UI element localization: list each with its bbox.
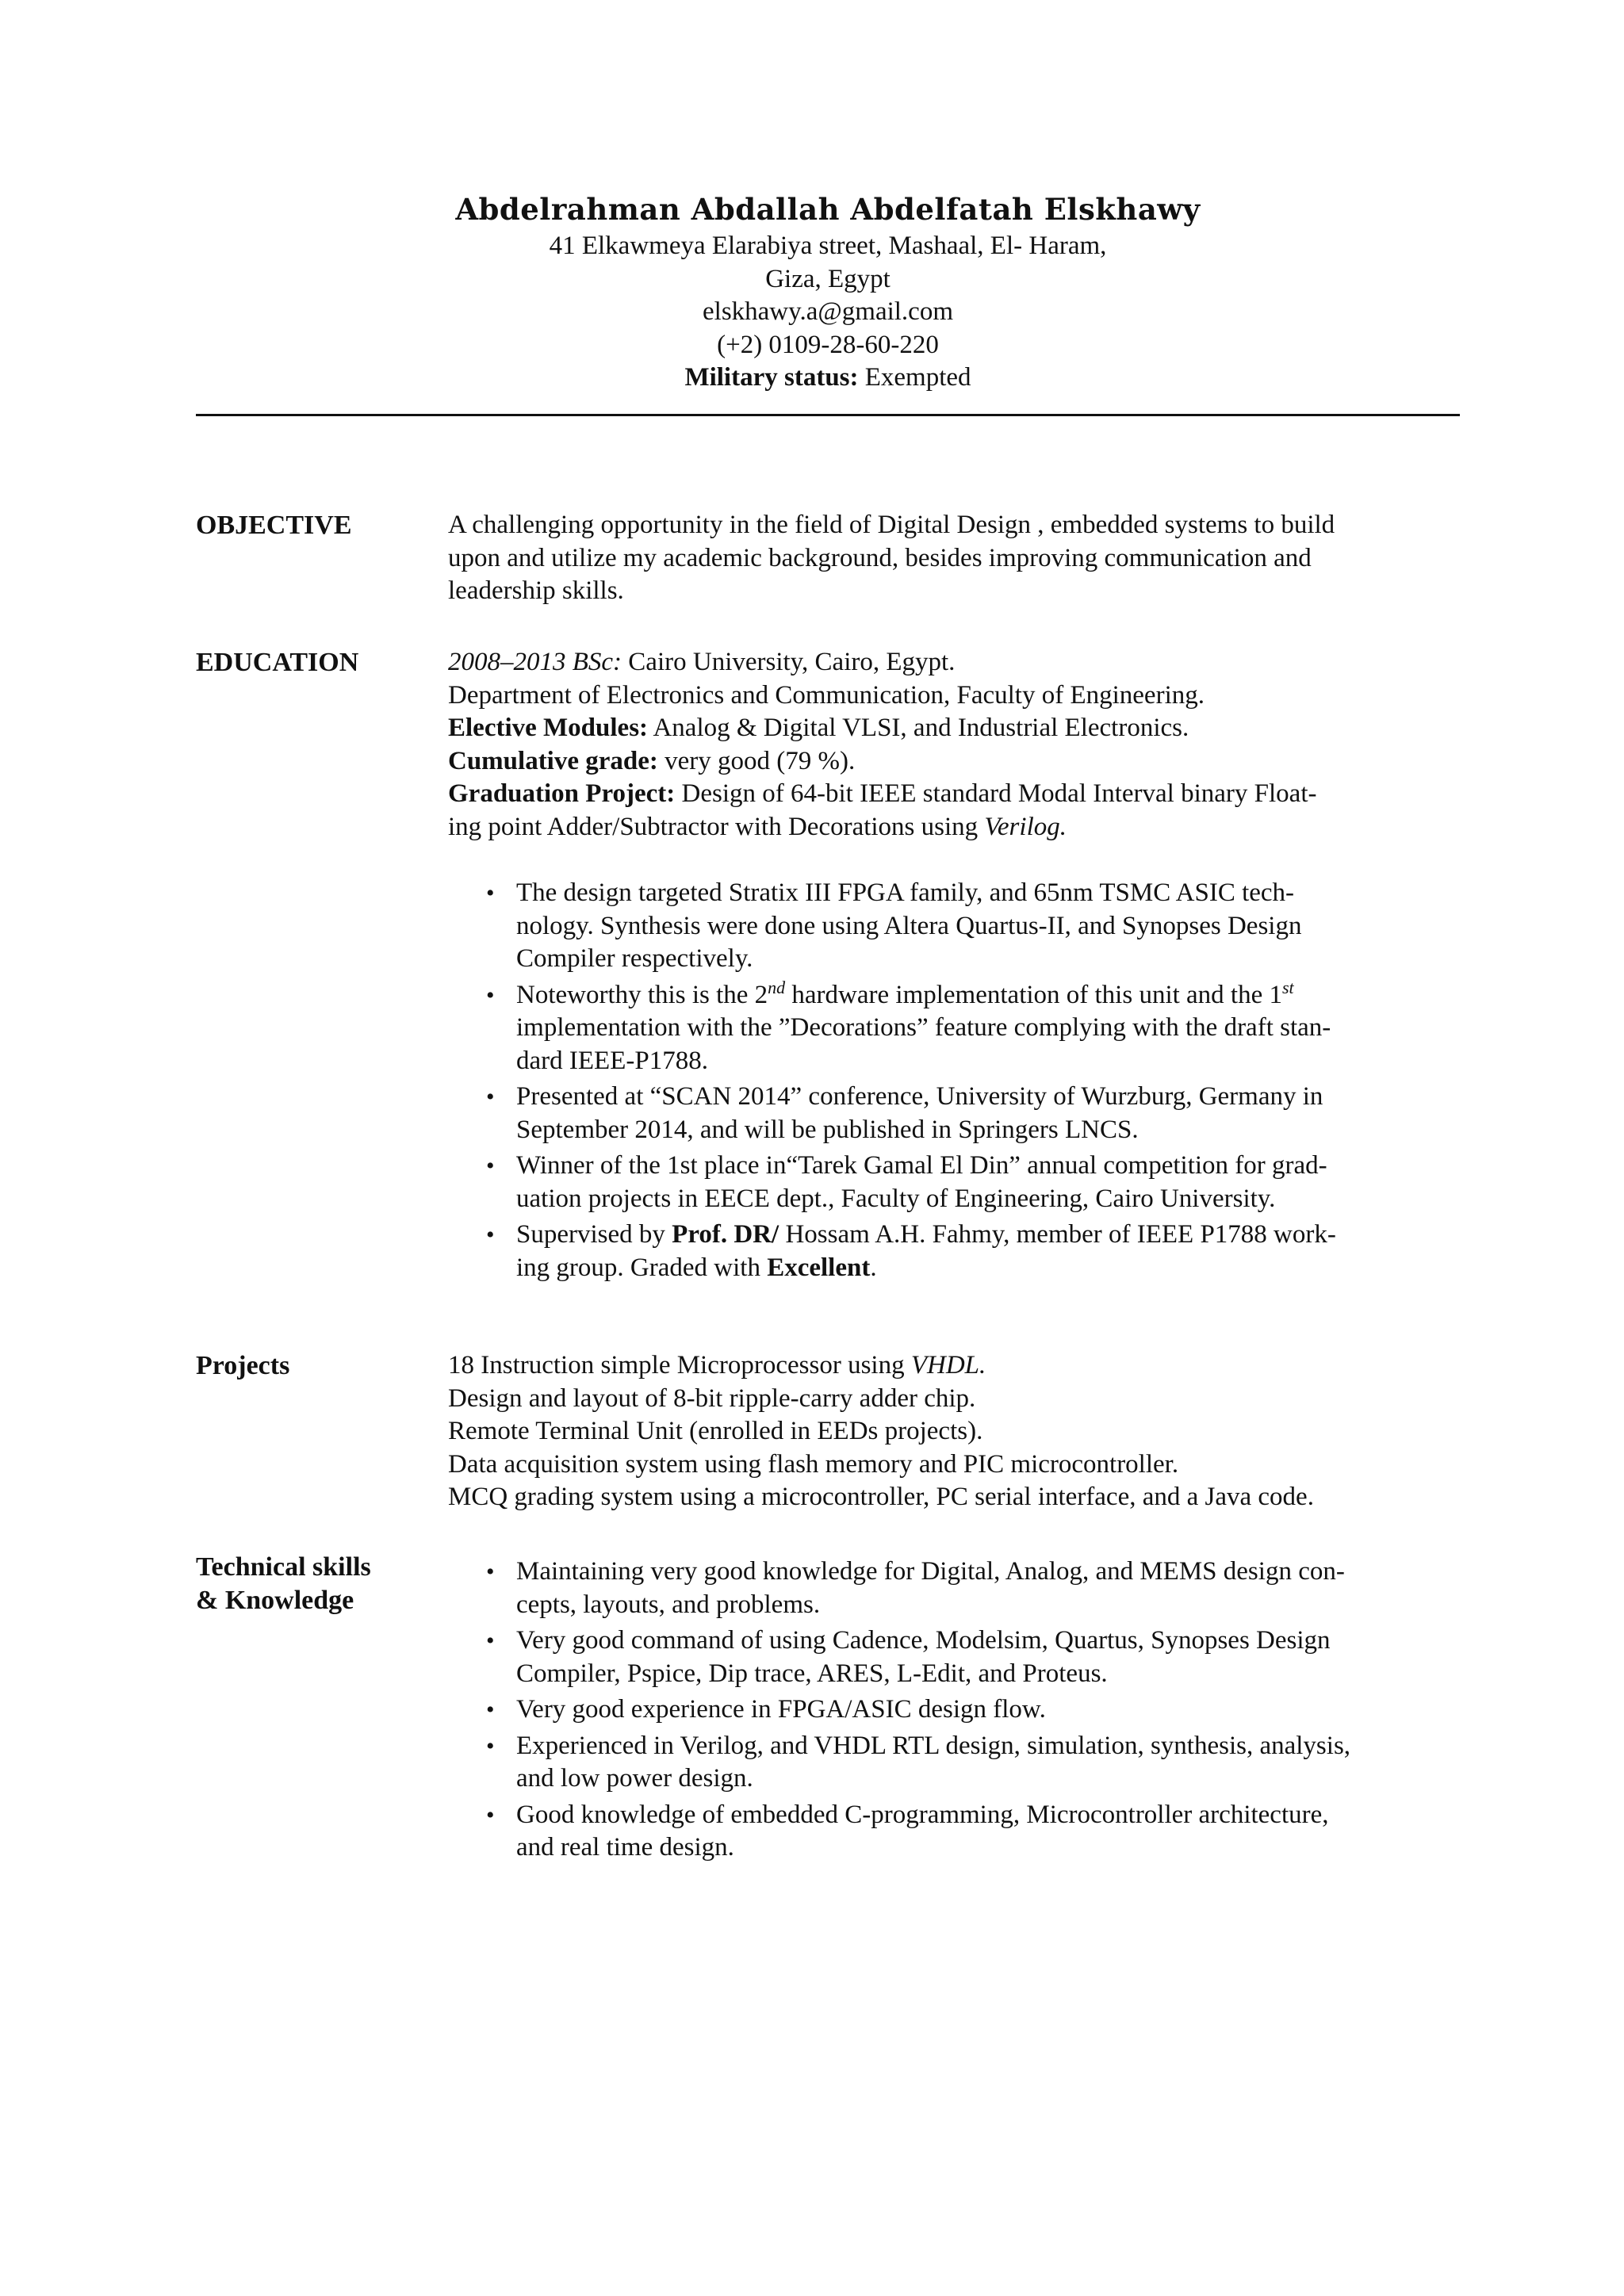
projects-list: [448, 1349, 1460, 1514]
objective-heading: OBJECTIVE: [196, 511, 352, 540]
list-item: [448, 979, 1460, 1078]
graduation-project: [448, 778, 1460, 811]
bullet-line: cepts, layouts, and problems.: [516, 1590, 821, 1619]
project-item: MCQ grading system using a microcontroller, PC serial interface, and a Java code.: [448, 1483, 1314, 1511]
degree-institution: Cairo University, Cairo, Egypt.: [628, 648, 956, 676]
person-name: Abdelrahman Abdallah Abdelfatah Elskhawy: [455, 192, 1201, 227]
project-text: 18 Instruction simple Microprocessor using: [448, 1351, 911, 1380]
bullet-icon: •: [486, 1801, 495, 1828]
project-language: VHDL.: [910, 1351, 986, 1380]
bullet-line: implementation with the ”Decorations” feature complying with the draft stan-: [516, 1013, 1331, 1042]
address-line-1: 41 Elkawmeya Elarabiya street, Mashaal, El- Haram,: [549, 232, 1107, 260]
list-item: [448, 1150, 1460, 1215]
military-status: [196, 362, 1460, 395]
bullet-line: [516, 979, 1460, 1012]
bullet-icon: •: [486, 880, 495, 906]
project-item: Data acquisition system using flash memory and PIC microcontroller.: [448, 1449, 1179, 1479]
grade-excellent: Excellent: [767, 1253, 871, 1282]
project-label: Graduation Project:: [448, 779, 676, 808]
department-line: Department of Electronics and Communication, Faculty of Engineering.: [448, 680, 1205, 710]
list-item: [448, 1556, 1460, 1621]
bullet-icon: •: [486, 1222, 495, 1248]
list-item: [448, 1799, 1460, 1865]
bullet-text: .: [870, 1253, 877, 1282]
military-status-value: Exempted: [864, 363, 971, 392]
list-item: [448, 1219, 1460, 1284]
degree-years: 2008–2013 BSc:: [448, 648, 622, 676]
skills-heading-line-1: Technical skills: [196, 1552, 371, 1582]
objective-body: [448, 509, 1460, 608]
project-item: Design and layout of 8-bit ripple-carry adder chip.: [448, 1383, 976, 1413]
cv-header: [196, 189, 1460, 395]
skills-list: [448, 1556, 1460, 1865]
bullet-line: Experienced in Verilog, and VHDL RTL design, simulation, synthesis, analysis,: [516, 1731, 1351, 1760]
bullet-line: Presented at “SCAN 2014” conference, University of Wurzburg, Germany in: [516, 1082, 1323, 1111]
bullet-text: Hossam A.H. Fahmy, member of IEEE P1788 work-: [779, 1220, 1336, 1249]
bullet-line: [516, 1219, 1460, 1252]
project-title-line-1: Design of 64-bit IEEE standard Modal Interval binary Float-: [681, 779, 1317, 808]
project-language: Verilog.: [984, 812, 1067, 841]
ordinal-suffix: st: [1282, 977, 1294, 997]
elective-label: Elective Modules:: [448, 714, 649, 742]
bullet-line: uation projects in EECE dept., Faculty of Engineering, Cairo University.: [516, 1184, 1276, 1213]
bullet-icon: •: [486, 1732, 495, 1759]
bullet-line: dard IEEE-P1788.: [516, 1046, 708, 1075]
bullet-icon: •: [486, 1153, 495, 1179]
education-body: [448, 646, 1460, 1288]
bullet-line: Very good command of using Cadence, Modelsim, Quartus, Synopses Design: [516, 1626, 1331, 1655]
objective-line: A challenging opportunity in the field of Digital Design , embedded systems to build: [448, 511, 1335, 539]
bullet-icon: •: [486, 1559, 495, 1585]
skills-heading: [196, 1551, 434, 1617]
degree-line: [448, 646, 1460, 679]
email-address: elskhawy.a@gmail.com: [703, 297, 953, 326]
list-item: [448, 1693, 1460, 1727]
supervisor-title: Prof. DR/: [672, 1220, 779, 1249]
bullet-icon: •: [486, 1084, 495, 1110]
bullet-line: nology. Synthesis were done using Altera Quartus-II, and Synopses Design: [516, 911, 1302, 940]
objective-line: upon and utilize my academic background, besides improving communication and: [448, 543, 1312, 572]
project-item: Remote Terminal Unit (enrolled in EEDs projects).: [448, 1417, 983, 1445]
bullet-text: Noteworthy this is the 2: [516, 980, 768, 1009]
bullet-line: Maintaining very good knowledge for Digital, Analog, and MEMS design con-: [516, 1557, 1345, 1586]
bullet-line: and real time design.: [516, 1833, 734, 1862]
projects-heading: Projects: [196, 1351, 290, 1380]
bullet-text: ing group. Graded with: [516, 1253, 768, 1282]
cumulative-grade: [448, 745, 1460, 779]
elective-modules: [448, 712, 1460, 745]
graduation-project-line-2: [448, 811, 1460, 844]
bullet-line: Winner of the 1st place in“Tarek Gamal El Din” annual competition for grad-: [516, 1151, 1327, 1180]
bullet-line: September 2014, and will be published in Springers LNCS.: [516, 1115, 1139, 1144]
grade-value: very good (79 %).: [665, 746, 856, 775]
grade-label: Cumulative grade:: [448, 746, 658, 775]
bullet-text: hardware implementation of this unit and the 1: [785, 980, 1282, 1009]
education-heading: EDUCATION: [196, 648, 359, 677]
bullet-line: Compiler, Pspice, Dip trace, ARES, L-Edit, and Proteus.: [516, 1659, 1108, 1688]
skills-body: [448, 1556, 1460, 1868]
bullet-line: The design targeted Stratix III FPGA family, and 65nm TSMC ASIC tech-: [516, 878, 1295, 907]
bullet-line: [516, 1252, 1460, 1285]
project-highlights: [448, 877, 1460, 1284]
bullet-line: Compiler respectively.: [516, 944, 753, 973]
bullet-icon: •: [486, 1697, 495, 1723]
skills-heading-line-2: & Knowledge: [196, 1585, 354, 1615]
list-item: [448, 1624, 1460, 1690]
address-line-2: Giza, Egypt: [765, 264, 891, 293]
list-item: [448, 877, 1460, 976]
bullet-line: Good knowledge of embedded C-programming, Microcontroller architecture,: [516, 1800, 1329, 1829]
bullet-line: Very good experience in FPGA/ASIC design flow.: [516, 1695, 1046, 1724]
objective-line: leadership skills.: [448, 576, 624, 605]
military-status-label: Military status:: [684, 363, 859, 392]
ordinal-suffix: nd: [768, 977, 786, 997]
project-item: [448, 1349, 1460, 1383]
bullet-text: Supervised by: [516, 1220, 672, 1249]
bullet-icon: •: [486, 982, 495, 1008]
list-item: [448, 1081, 1460, 1146]
bullet-line: and low power design.: [516, 1764, 753, 1793]
bullet-icon: •: [486, 1628, 495, 1654]
phone-number: (+2) 0109-28-60-220: [717, 330, 939, 359]
header-divider: [196, 414, 1460, 416]
elective-value: Analog & Digital VLSI, and Industrial Electronics.: [653, 714, 1189, 742]
list-item: [448, 1730, 1460, 1796]
project-title-line-2: ing point Adder/Subtractor with Decorations using: [448, 812, 979, 841]
